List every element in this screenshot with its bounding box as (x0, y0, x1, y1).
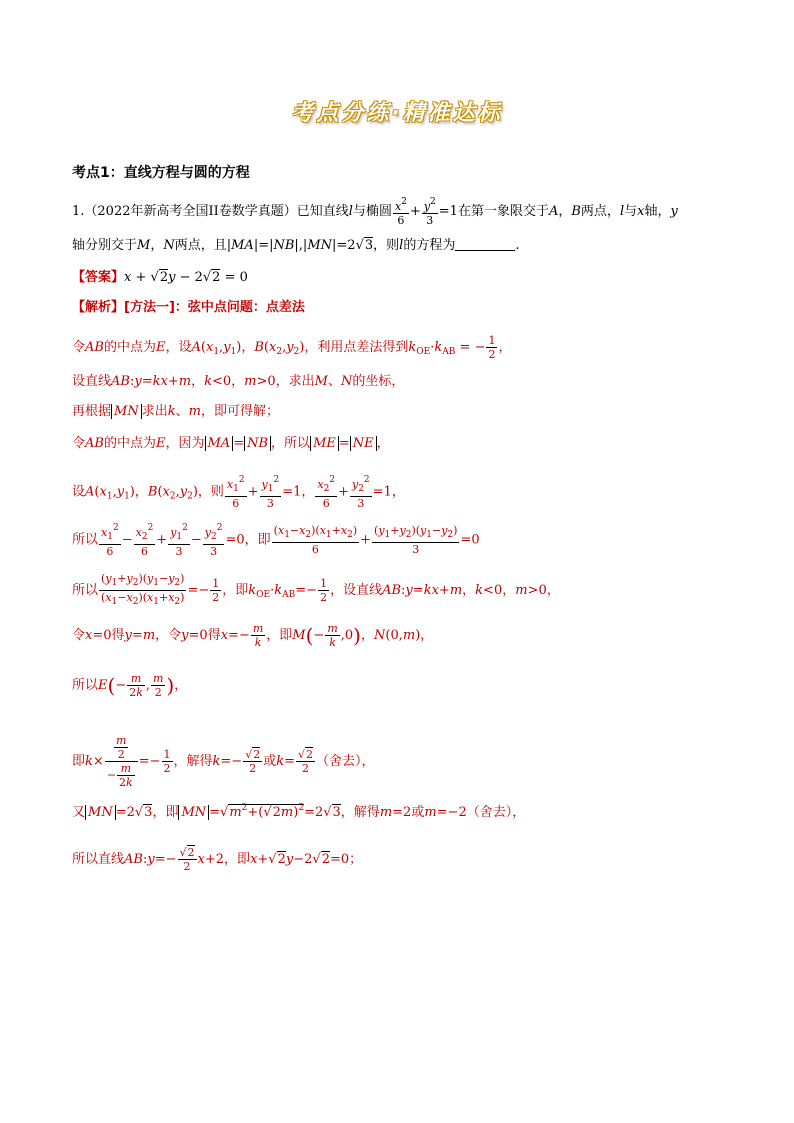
solution-line-5: 设$A(x_1,y_1)$，$B(x_2,y_2)$，则 $\frac{x_1^2}{6}$ + $\frac{y_1^2}{3}$ =1， $\frac{x_2^2}{6}$ + $\frac{y_2^2}{3}$ =1， (72, 475, 405, 510)
answer-line: 【答案】x + √2y − 2√2 = 0 (72, 270, 248, 285)
solution-line-6: 所以 $\frac{x_1^2}{6}$ − $\frac{x_2^2}{6}$ + $\frac{y_1^2}{3}$ − $\frac{y_2^2}{3}$ =0，即 $\frac{(x_1-x_2)(x_1+x_2)}{6}$ + $\frac{(y_1+y_2)(y_1-y_2)}{3}$ =0 (72, 523, 480, 558)
solution-line-10: 即k× $\frac{m}{2}$ − $\frac{m}{2k}$ =− $\frac{1}{2}$ ，解得k=− $\frac{√2}{2}$ 或k= $\frac{√2}{2}$ （舍去）， (72, 734, 375, 789)
problem-line-2: 轴分别交于M，N两点，且|MA|=|NB|,|MN|=2√3，则l的方程为 . (72, 238, 520, 253)
solution-line-12: 所以直线AB:y=− $\frac{√2}{2}$ x+2，即x+√2y−2√2=0； (72, 846, 363, 873)
solution-line-1: 令AB的中点为E，设$A(x_1,y_1)$，$B(x_2,y_2)$，利用点差法得到$k_{OE}\cdot k_{AB}$ = − $\frac{1}{2}$ ， (72, 334, 512, 361)
solution-line-9: 所以E(− $\frac{m}{2k}$ , $\frac{m}{2}$ )， (72, 672, 188, 699)
solution-line-3: 再根据 MN 求出k、m，即可得解； (72, 404, 279, 419)
solution-line-4: 令AB的中点为E，因为 MA = NB ，所以 ME = NE ， (72, 436, 390, 451)
solution-line-7: 所以 $\frac{(y_1+y_2)(y_1-y_2)}{(x_1-x_2)(x_1+x_2)}$ =− $\frac{1}{2}$ ，即$k_{OE}\cdot k_{AB}=-$ $\frac{1}{2}$ ，设直线AB:y=kx+m，k<0，m>0， (72, 572, 560, 607)
analysis-line: 【解析】[方法一]：弦中点问题：点差法 (72, 300, 305, 315)
problem-line-1: 1.（2022年新高考全国II卷数学真题）已知直线l与椭圆 $\frac{x^2}{6}$ + $\frac{y^2}{3}$ =1在第一象限交于A，B两点，l与x轴，y (72, 197, 678, 227)
solution-line-11: 又 MN =2√3，即 MN $=√m^2+(√2m)^2=2√3$，解得m=2或m=−2（舍去）， (72, 803, 526, 820)
section-title: 考点1：直线方程与圆的方程 (72, 165, 250, 181)
solution-line-8: 令x=0得y=m，令y=0得x=− $\frac{m}{k}$ ，即M(− $\frac{m}{k}$ ,0)，N(0,m)， (72, 622, 434, 649)
banner-title: 考点分练·精准达标 (291, 101, 503, 126)
solution-line-2: 设直线AB:y=kx+m，k<0，m>0，求出M、N的坐标， (72, 374, 405, 389)
answer-blank (455, 238, 515, 251)
